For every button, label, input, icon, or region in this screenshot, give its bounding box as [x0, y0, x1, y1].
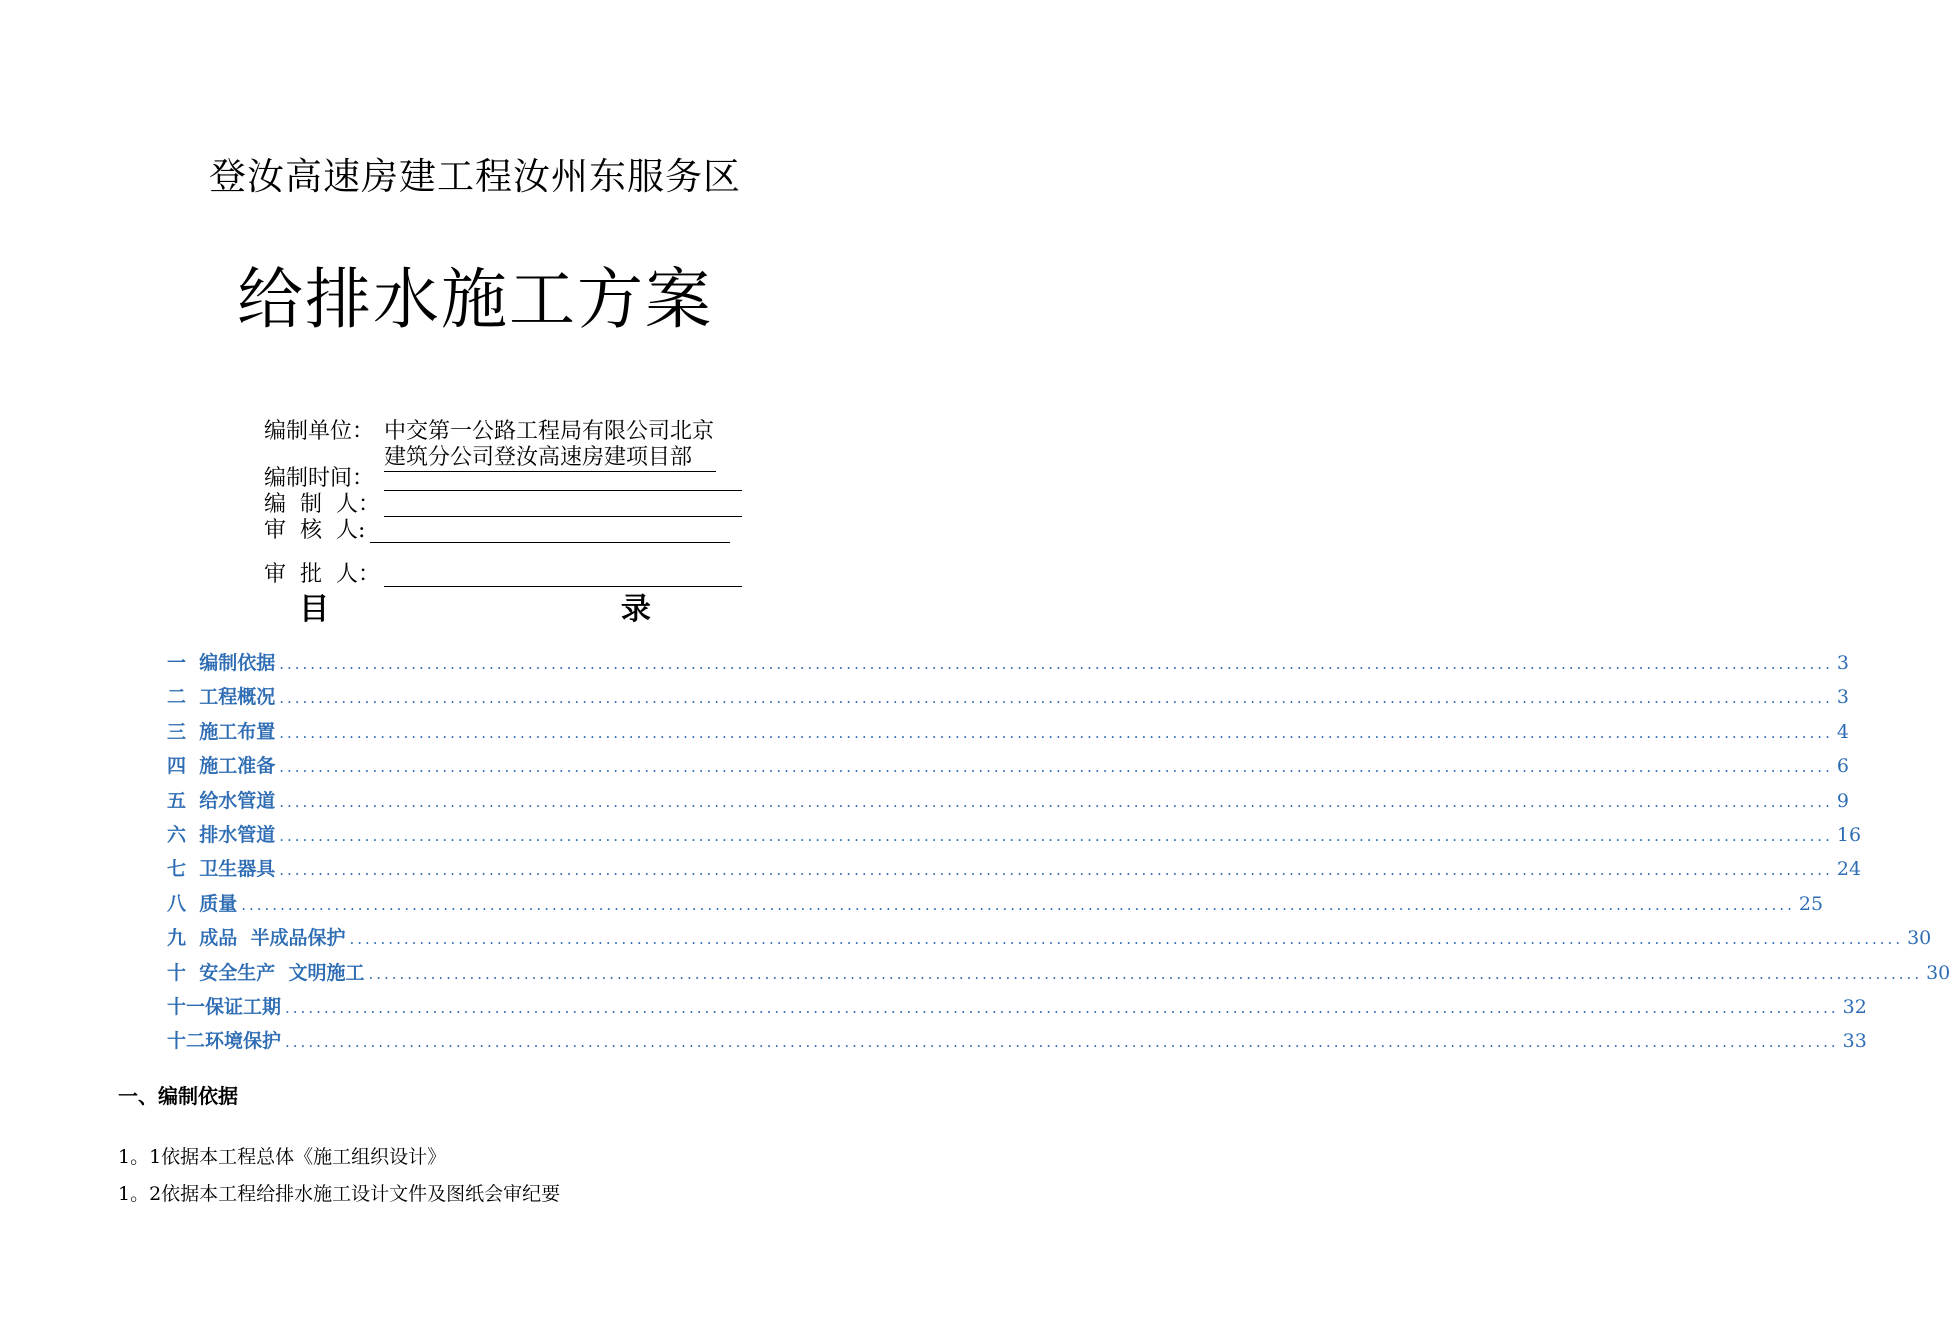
toc-entry-title: 十 安全生产 文明施工: [167, 961, 365, 984]
toc-entry[interactable]: [167, 854, 1862, 884]
toc-dot-leader: ........................................................................................................................................................................................................: [279, 689, 1833, 708]
toc-entry[interactable]: [167, 992, 1867, 1022]
toc-dot-leader: ........................................................................................................................................................................................................: [279, 723, 1833, 742]
toc-page-number: 30: [1926, 961, 1950, 984]
toc-dot-leader: ........................................................................................................................................................................................................: [285, 999, 1839, 1017]
toc-dot-leader: ........................................................................................................................................................................................................: [241, 895, 1795, 914]
toc-page-number: 3: [1836, 652, 1849, 674]
document-subtitle: 登汝高速房建工程汝州东服务区: [209, 155, 741, 198]
toc-entry[interactable]: [167, 717, 1849, 747]
section-item: 1。1依据本工程总体《施工组织设计》: [118, 1146, 447, 1168]
time-label: 编制时间：: [264, 466, 375, 491]
toc-entry[interactable]: [167, 648, 1849, 678]
toc-heading: 目 录: [299, 592, 701, 627]
toc-page-number: 25: [1798, 892, 1824, 915]
toc-dot-leader: ........................................................................................................................................................................................................: [349, 930, 1904, 949]
toc-entry-title: 三 施工布置: [167, 720, 276, 743]
toc-page-number: 9: [1836, 789, 1849, 812]
toc-entry-title: 二 工程概况: [167, 686, 276, 709]
reviewer-label: 审 核 人:: [264, 518, 366, 543]
toc-entry-title: 六 排水管道: [167, 824, 276, 846]
toc-entry-title: 十一保证工期: [167, 996, 282, 1018]
toc-entry-title: 九 成品 半成品保护: [167, 927, 346, 950]
toc-entry[interactable]: [167, 889, 1824, 919]
toc-dot-leader: ........................................................................................................................................................................................................: [279, 861, 1833, 880]
toc-entry-title: 十二环境保护: [167, 1030, 282, 1053]
toc-entry-title: 四 施工准备: [167, 755, 276, 778]
toc-entry-title: 八 质量: [167, 892, 238, 915]
toc-page-number: 33: [1842, 1030, 1867, 1053]
toc-page-number: 6: [1836, 755, 1849, 778]
reviewer-blank-line: [370, 518, 730, 543]
toc-dot-leader: ........................................................................................................................................................................................................: [285, 1033, 1839, 1052]
unit-value-line2: 建筑分公司登汝高速房建项目部: [384, 445, 716, 472]
toc-entry[interactable]: [167, 1026, 1867, 1056]
section-item: 1。2依据本工程给排水施工设计文件及图纸会审纪要: [118, 1183, 561, 1205]
toc-dot-leader: ........................................................................................................................................................................................................: [279, 655, 1833, 673]
toc-entry[interactable]: [167, 751, 1849, 781]
toc-entry[interactable]: [167, 786, 1849, 816]
toc-dot-leader: ........................................................................................................................................................................................................: [279, 792, 1833, 811]
toc-page-number: 32: [1842, 996, 1867, 1018]
time-blank-line: [384, 466, 742, 491]
toc-entry-title: 七 卫生器具: [167, 858, 276, 881]
author-label: 编 制 人：: [264, 492, 380, 517]
document-title: 给排水施工方案: [237, 261, 713, 338]
section-heading: 一、编制依据: [118, 1084, 238, 1108]
toc-page-number: 4: [1836, 720, 1849, 743]
toc-dot-leader: ........................................................................................................................................................................................................: [368, 964, 1923, 983]
toc-page-number: 3: [1836, 686, 1849, 709]
toc-dot-leader: ........................................................................................................................................................................................................: [279, 827, 1833, 845]
toc-entry[interactable]: [167, 958, 1950, 988]
unit-label: 编制单位：: [264, 419, 375, 444]
author-blank-line: [384, 492, 742, 517]
toc-entry[interactable]: [167, 820, 1862, 850]
toc-page-number: 16: [1836, 824, 1862, 846]
toc-page-number: 30: [1907, 927, 1932, 950]
toc-dot-leader: ........................................................................................................................................................................................................: [279, 758, 1833, 777]
toc-entry[interactable]: [167, 682, 1849, 712]
toc-page-number: 24: [1836, 858, 1862, 881]
unit-value-line1: 中交第一公路工程局有限公司北京: [384, 419, 715, 444]
toc-entry[interactable]: [167, 923, 1932, 953]
approver-label: 审 批 人：: [264, 562, 380, 587]
toc-entry-title: 五 给水管道: [167, 789, 276, 812]
toc-entry-title: 一 编制依据: [167, 652, 276, 674]
